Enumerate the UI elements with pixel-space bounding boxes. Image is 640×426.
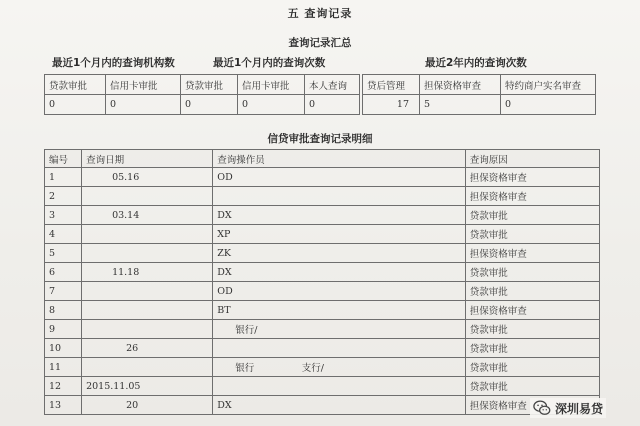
- detail-row: [45, 320, 600, 339]
- detail-cell-operator: BT: [213, 301, 465, 320]
- detail-body: [45, 168, 600, 415]
- detail-header-no: 编号: [45, 150, 82, 168]
- detail-row: [45, 377, 600, 396]
- summary-header-cell: 贷后管理: [363, 75, 420, 95]
- detail-row: [45, 206, 600, 225]
- detail-cell-operator: DX: [213, 396, 465, 415]
- summary-value-cell: 5: [420, 95, 501, 115]
- detail-cell-no: 7: [45, 282, 82, 301]
- detail-cell-operator: ZK: [213, 244, 465, 263]
- summary-header-cell: 信用卡审批: [238, 75, 305, 95]
- detail-cell-reason: 贷款审批: [465, 320, 599, 339]
- detail-row: [45, 396, 600, 415]
- detail-cell-date: [82, 358, 213, 377]
- summary-value-row: [45, 95, 596, 115]
- summary-group3-title: 最近2年内的查询次数: [425, 57, 527, 69]
- detail-cell-no: 1: [45, 168, 82, 187]
- detail-cell-operator: XP: [213, 225, 465, 244]
- detail-cell-no: 11: [45, 358, 82, 377]
- detail-header-date: 查询日期: [82, 150, 213, 168]
- detail-cell-reason: 担保资格审查: [465, 187, 599, 206]
- detail-cell-date: 03.14: [82, 206, 213, 225]
- detail-cell-no: 10: [45, 339, 82, 358]
- summary-group1-title: 最近1个月内的查询机构数: [52, 57, 175, 69]
- detail-cell-operator: OD: [213, 282, 465, 301]
- summary-value-cell: 0: [501, 95, 596, 115]
- watermark-text: 深圳易贷: [555, 401, 604, 416]
- detail-cell-operator: [213, 187, 465, 206]
- detail-cell-date: [82, 187, 213, 206]
- detail-row: [45, 225, 600, 244]
- detail-cell-date: [82, 282, 213, 301]
- summary-header-cell: 担保资格审查: [420, 75, 501, 95]
- detail-cell-no: 12: [45, 377, 82, 396]
- summary-title: 查询记录汇总: [288, 37, 352, 49]
- detail-cell-reason: 担保资格审查: [465, 396, 599, 415]
- detail-cell-no: 5: [45, 244, 82, 263]
- detail-cell-reason: 贷款审批: [465, 377, 599, 396]
- detail-cell-operator: [213, 339, 465, 358]
- detail-cell-date: [82, 301, 213, 320]
- detail-title: 信贷审批查询记录明细: [267, 133, 373, 145]
- detail-cell-date: 11.18: [82, 263, 213, 282]
- detail-cell-date: [82, 244, 213, 263]
- section-title: 五 查询记录: [287, 7, 353, 20]
- detail-cell-reason: 贷款审批: [465, 263, 599, 282]
- detail-header-row: [45, 150, 600, 168]
- detail-cell-date: [82, 320, 213, 339]
- detail-row: [45, 358, 600, 377]
- detail-cell-no: 3: [45, 206, 82, 225]
- summary-value-cell: 0: [106, 95, 181, 115]
- detail-cell-operator: DX: [213, 206, 465, 225]
- detail-table: [44, 149, 600, 415]
- summary-value-cell: 0: [181, 95, 238, 115]
- detail-cell-no: 8: [45, 301, 82, 320]
- detail-cell-operator: [213, 377, 465, 396]
- detail-header-reason: 查询原因: [465, 150, 599, 168]
- summary-header-cell: 本人查询: [305, 75, 360, 95]
- detail-row: [45, 168, 600, 187]
- summary-value-cell: 17: [363, 95, 420, 115]
- detail-row: [45, 301, 600, 320]
- detail-cell-date: 2015.11.05: [82, 377, 213, 396]
- detail-header-operator: 查询操作员: [213, 150, 465, 168]
- summary-value-cell: 0: [45, 95, 106, 115]
- summary-header-cell: 贷款审批: [181, 75, 238, 95]
- detail-cell-reason: 贷款审批: [465, 282, 599, 301]
- detail-cell-reason: 担保资格审查: [465, 244, 599, 263]
- detail-cell-reason: 贷款审批: [465, 339, 599, 358]
- detail-row: [45, 187, 600, 206]
- detail-cell-reason: 贷款审批: [465, 358, 599, 377]
- detail-row: [45, 339, 600, 358]
- summary-value-cell: 0: [238, 95, 305, 115]
- detail-cell-date: [82, 225, 213, 244]
- detail-cell-reason: 担保资格审查: [465, 301, 599, 320]
- summary-header-cell: 信用卡审批: [106, 75, 181, 95]
- detail-cell-no: 9: [45, 320, 82, 339]
- detail-cell-reason: 贷款审批: [465, 225, 599, 244]
- summary-header-cell: 贷款审批: [45, 75, 106, 95]
- detail-cell-operator: DX: [213, 263, 465, 282]
- detail-cell-date: 26: [82, 339, 213, 358]
- detail-cell-date: 05.16: [82, 168, 213, 187]
- detail-cell-reason: 担保资格审查: [465, 168, 599, 187]
- detail-cell-no: 6: [45, 263, 82, 282]
- summary-header-cell: 特约商户实名审查: [501, 75, 596, 95]
- watermark-logo: [530, 398, 606, 418]
- detail-row: [45, 244, 600, 263]
- detail-cell-date: 20: [82, 396, 213, 415]
- detail-cell-operator: 银行 支行/: [213, 358, 465, 377]
- wechat-icon: [533, 399, 551, 417]
- detail-row: [45, 263, 600, 282]
- summary-table: [44, 74, 596, 115]
- summary-value-cell: 0: [305, 95, 360, 115]
- detail-cell-no: 13: [45, 396, 82, 415]
- detail-cell-no: 2: [45, 187, 82, 206]
- detail-cell-operator: OD: [213, 168, 465, 187]
- detail-cell-reason: 贷款审批: [465, 206, 599, 225]
- detail-cell-operator: 银行/: [213, 320, 465, 339]
- detail-cell-no: 4: [45, 225, 82, 244]
- summary-group2-title: 最近1个月内的查询次数: [213, 57, 326, 69]
- summary-header-row: [45, 75, 596, 95]
- detail-row: [45, 282, 600, 301]
